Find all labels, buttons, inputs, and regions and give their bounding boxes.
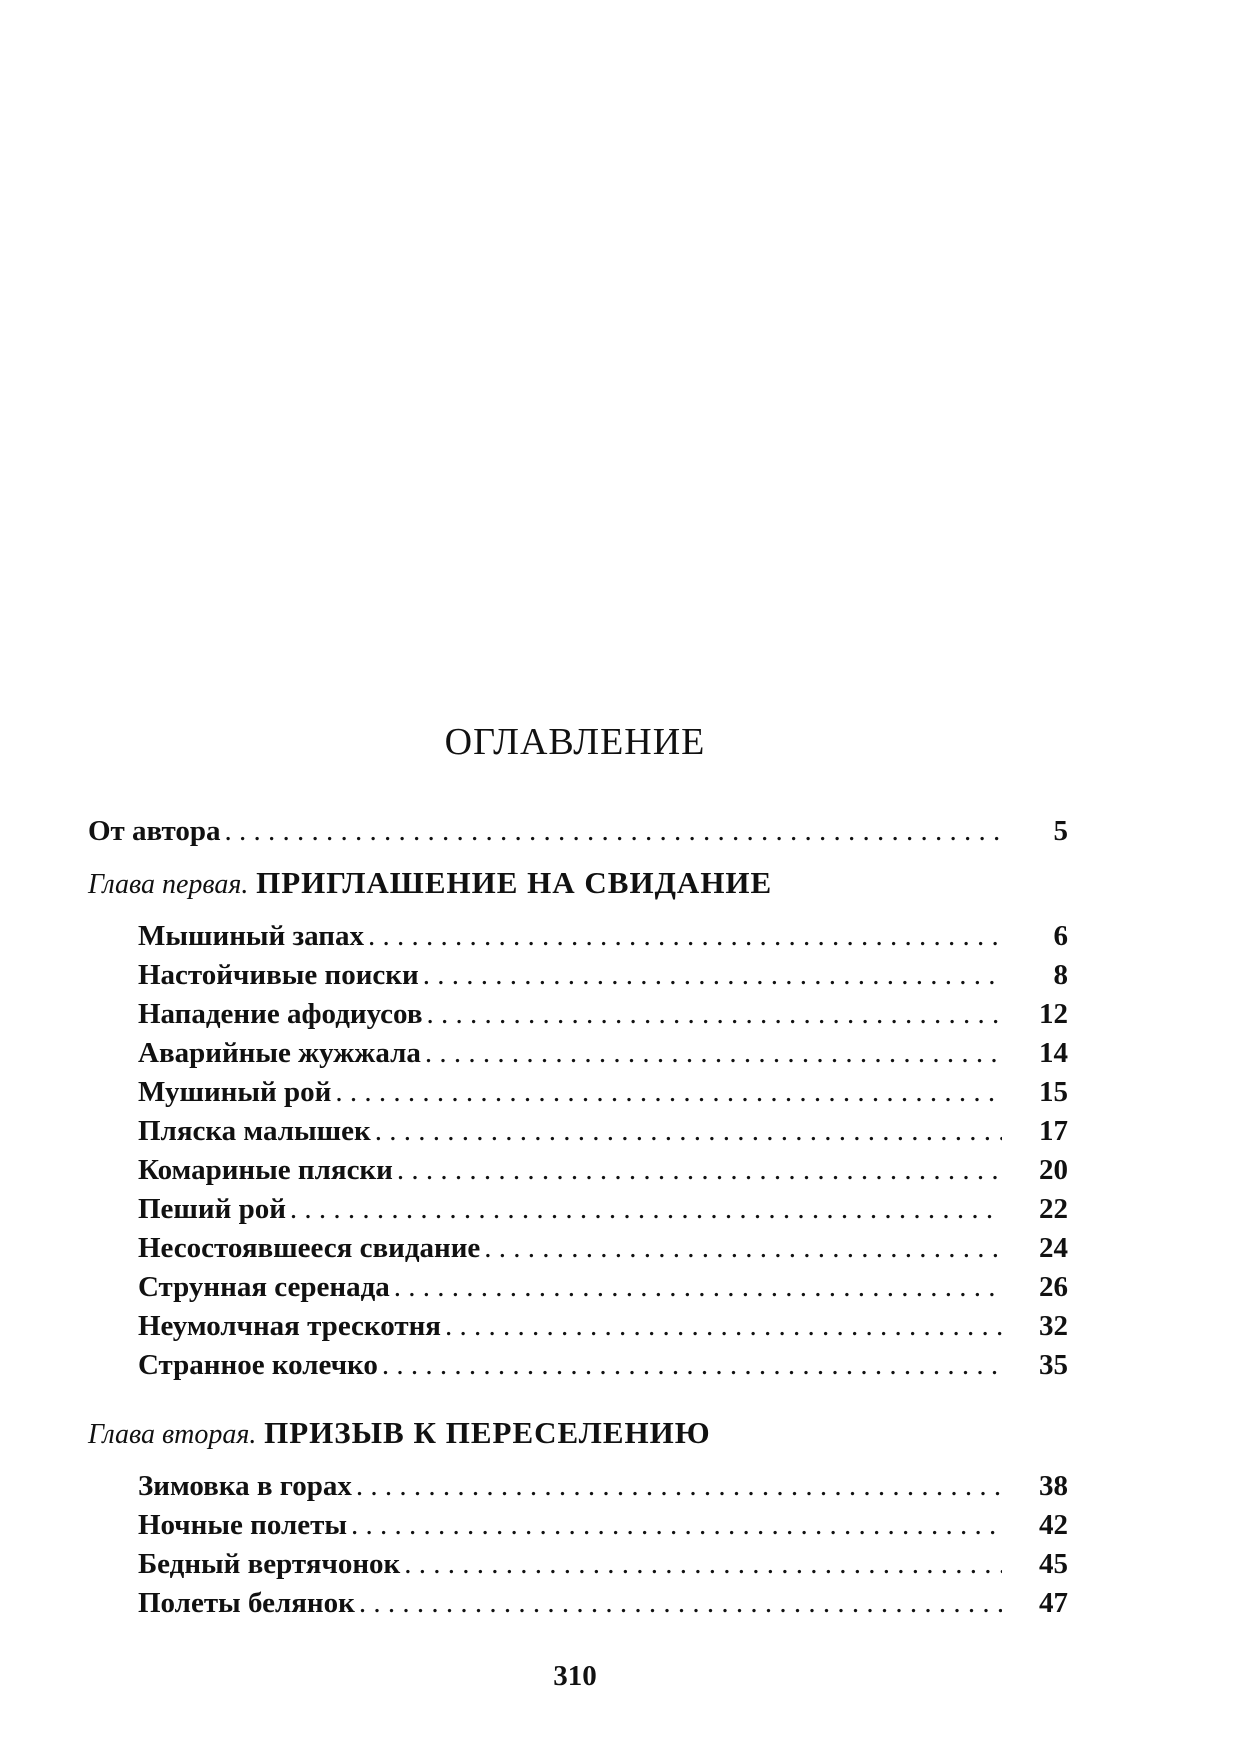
- dot-leader: [425, 1034, 1002, 1073]
- toc-entry-label: Мушиный рой: [138, 1076, 332, 1108]
- toc-entry: [88, 1229, 1068, 1268]
- toc-entry: [88, 956, 1068, 995]
- dot-leader: [394, 1268, 1002, 1307]
- toc-entry: [88, 1190, 1068, 1229]
- dot-leader: [397, 1151, 1002, 1190]
- toc-entry: [88, 1151, 1068, 1190]
- dot-leader: [427, 995, 1003, 1034]
- toc-entry: [88, 1073, 1068, 1112]
- dot-leader: [224, 812, 1002, 851]
- toc-entry: [88, 1467, 1068, 1506]
- dot-leader: [423, 956, 1002, 995]
- toc-entry-page: 6: [1053, 920, 1068, 952]
- toc-entry-label: Комариные пляски: [138, 1154, 393, 1186]
- dot-leader: [351, 1506, 1002, 1545]
- toc-entry-label: Неумолчная трескотня: [138, 1310, 441, 1342]
- toc-entry-page: 45: [1039, 1548, 1068, 1580]
- dot-leader: [484, 1229, 1002, 1268]
- toc-entry-label: Струнная серенада: [138, 1271, 390, 1303]
- spacer: [88, 1385, 1068, 1405]
- toc-entry-label: Пляска малышек: [138, 1115, 371, 1147]
- toc-entry: [88, 1112, 1068, 1151]
- toc-entry-label: Полеты белянок: [138, 1587, 355, 1619]
- toc-entry-label: Зимовка в горах: [138, 1470, 352, 1502]
- chapter-name: ПРИЗЫВ К ПЕРЕСЕЛЕНИЮ: [264, 1415, 711, 1450]
- toc-entry: [88, 1346, 1068, 1385]
- toc-entry-label: Несостоявшееся свидание: [138, 1232, 481, 1264]
- toc-entry-page: 14: [1039, 1037, 1068, 1069]
- toc-entry-page: 8: [1053, 959, 1068, 991]
- chapter-prefix: Глава первая.: [88, 869, 249, 900]
- toc-entry-page: 24: [1039, 1232, 1068, 1264]
- toc-entry-label: Пеший рой: [138, 1193, 286, 1225]
- dot-leader: [445, 1307, 1002, 1346]
- toc-entry: [88, 1545, 1068, 1584]
- toc-entry-page: 22: [1039, 1193, 1068, 1225]
- toc-entry-label: От автора: [88, 815, 221, 847]
- dot-leader: [375, 1112, 1002, 1151]
- toc-entry-label: Нападение афодиусов: [138, 998, 423, 1030]
- toc-entry: [88, 995, 1068, 1034]
- toc-entry: [88, 1268, 1068, 1307]
- page-number: 310: [553, 1660, 597, 1692]
- toc-entry: [88, 1307, 1068, 1346]
- chapter-name: ПРИГЛАШЕНИЕ НА СВИДАНИЕ: [256, 865, 773, 900]
- toc-entry: [88, 1506, 1068, 1545]
- toc-entry-page: 47: [1039, 1587, 1068, 1619]
- dot-leader: [335, 1073, 1002, 1112]
- dot-leader: [359, 1584, 1002, 1623]
- toc-entry-page: 32: [1039, 1310, 1068, 1342]
- toc-entry-label: Мышиный запах: [138, 920, 364, 952]
- toc-entry-page: 20: [1039, 1154, 1068, 1186]
- dot-leader: [368, 917, 1002, 956]
- dot-leader: [382, 1346, 1002, 1385]
- dot-leader: [356, 1467, 1002, 1506]
- toc-entry-page: 42: [1039, 1509, 1068, 1541]
- dot-leader: [290, 1190, 1002, 1229]
- chapter-heading: [88, 863, 1068, 905]
- toc-entry-label: Бедный вертячонок: [138, 1548, 401, 1580]
- toc-entry-page: 26: [1039, 1271, 1068, 1303]
- toc-entry-label: Настойчивые поиски: [138, 959, 419, 991]
- toc-entry-page: 17: [1039, 1115, 1068, 1147]
- toc-entry-label: Ночные полеты: [138, 1509, 347, 1541]
- toc-entry-preface: [88, 812, 1068, 851]
- toc-entry-page: 5: [1053, 815, 1068, 847]
- toc-entry: [88, 917, 1068, 956]
- dot-leader: [404, 1545, 1002, 1584]
- toc-entry-page: 15: [1039, 1076, 1068, 1108]
- toc-entry-label: Странное колечко: [138, 1349, 378, 1381]
- toc-entry: [88, 1584, 1068, 1623]
- chapter-prefix: Глава вторая.: [88, 1419, 257, 1450]
- toc-title: ОГЛАВЛЕНИЕ: [444, 721, 706, 763]
- toc-entry-page: 35: [1039, 1349, 1068, 1381]
- table-of-contents: [88, 812, 1068, 1623]
- toc-entry-label: Аварийные жужжала: [138, 1037, 421, 1069]
- chapter-heading: [88, 1413, 1068, 1455]
- toc-entry: [88, 1034, 1068, 1073]
- toc-entry-page: 12: [1039, 998, 1068, 1030]
- toc-entry-page: 38: [1039, 1470, 1068, 1502]
